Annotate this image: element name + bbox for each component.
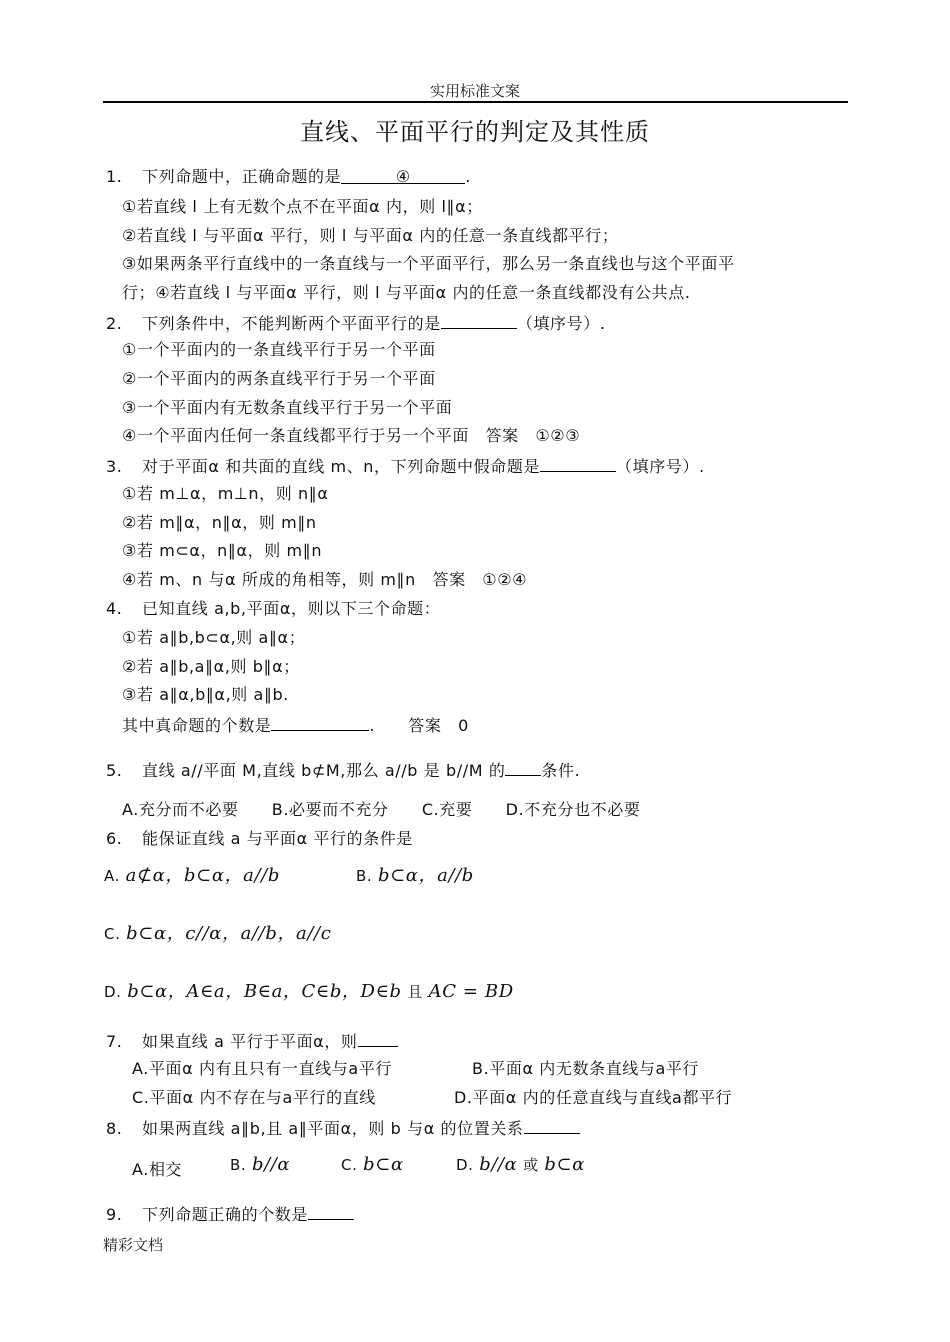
q7-option-c: C.平面α 内不存在与a平行的直线: [132, 1088, 376, 1107]
q2-line-4: ④一个平面内任何一条直线都平行于另一个平面 答案 ①②③: [122, 426, 581, 445]
q4-stem: [106, 599, 440, 619]
q6-a-math: a⊄α，b⊂α，a//b: [125, 865, 280, 886]
q8-option-c: [341, 1155, 404, 1175]
q2-answer-blank: [441, 312, 517, 329]
q9-answer-blank: [308, 1203, 354, 1220]
q8-b-math: b//α: [251, 1154, 291, 1175]
page-header: 实用标准文案: [429, 82, 520, 100]
q4-text: 已知直线 a,b,平面α，则以下三个命题：: [142, 599, 441, 618]
q5-tail: 条件.: [541, 761, 581, 780]
q9-text: 下列命题正确的个数是: [142, 1205, 309, 1224]
q6-c-math: b⊂α，c//α，a//b，a//c: [126, 923, 332, 944]
q7-option-b: B.平面α 内无数条直线与a平行: [472, 1059, 700, 1078]
q8-option-b: [230, 1155, 290, 1175]
q6-a-label: A.: [104, 867, 120, 885]
q3-line-2: ②若 m∥α，n∥α，则 m∥n: [122, 513, 317, 532]
q6-option-c: [104, 924, 331, 944]
q3-line-4: ④若 m、n 与α 所成的角相等，则 m∥n 答案 ①②④: [122, 570, 528, 589]
q4-count-text: 其中真命题的个数是: [122, 716, 272, 735]
q4-line-1: ①若 a∥b,b⊂α,则 a∥α；: [122, 628, 306, 647]
q8-d-math: b//α: [479, 1154, 518, 1175]
q2-text: 下列条件中，不能判断两个平面平行的是: [142, 314, 441, 333]
q9-number: 9.: [106, 1205, 123, 1224]
q3-stem: [106, 455, 705, 477]
q8-option-a: A.相交: [132, 1160, 183, 1179]
q6-b-label: B.: [356, 867, 373, 885]
q8-text: 如果两直线 a∥b,且 a∥平面α，则 b 与α 的位置关系: [142, 1119, 524, 1138]
q4-answer: . 答案 0: [369, 716, 469, 735]
q2-line-1: ①一个平面内的一条直线平行于另一个平面: [122, 340, 436, 359]
header-rule: [103, 101, 848, 103]
q8-c-label: C.: [341, 1156, 358, 1174]
q8-d-math-2: b⊂α: [544, 1154, 585, 1175]
q1-number: 1.: [106, 167, 123, 186]
q4-answer-blank: [271, 714, 369, 731]
q8-answer-blank: [524, 1117, 580, 1134]
q8-option-d: [456, 1155, 585, 1175]
q6-b-math: b⊂α，a//b: [377, 865, 474, 886]
page-footer: 精彩文档: [103, 1236, 164, 1254]
q4-line-3: ③若 a∥α,b∥α,则 a∥b.: [122, 685, 289, 704]
q8-d-or: 或: [523, 1156, 539, 1174]
q8-d-label: D.: [456, 1156, 474, 1174]
q6-number: 6.: [106, 829, 123, 848]
document-title: 直线、平面平行的判定及其性质: [300, 118, 650, 146]
q1-text: 下列命题中，正确命题的是: [142, 167, 342, 186]
q6-stem: [106, 829, 413, 849]
q1-line-2: ②若直线 l 与平面α 平行，则 l 与平面α 内的任意一条直线都平行；: [122, 226, 619, 245]
q1-line-3: ③如果两条平行直线中的一条直线与一个平面平行，那么另一条直线也与这个平面平: [122, 254, 735, 273]
q6-c-label: C.: [104, 925, 121, 943]
q1-answer-blank: [341, 167, 465, 184]
q7-text: 如果直线 a 平行于平面α，则: [142, 1032, 358, 1051]
q1-answer: ④: [395, 167, 411, 186]
q4-line-4: [122, 714, 469, 736]
q7-option-d: D.平面α 内的任意直线与直线a都平行: [454, 1088, 733, 1107]
q3-line-1: ①若 m⊥α，m⊥n，则 n∥α: [122, 484, 329, 503]
q9-stem: [106, 1203, 354, 1225]
q2-line-2: ②一个平面内的两条直线平行于另一个平面: [122, 369, 436, 388]
q8-stem: [106, 1117, 580, 1139]
q8-b-label: B.: [230, 1156, 247, 1174]
q6-d-label: D.: [104, 983, 122, 1001]
q3-tail: （填序号）.: [616, 457, 705, 476]
q8-number: 8.: [106, 1119, 123, 1138]
q3-answer-blank: [540, 455, 616, 472]
q2-line-3: ③一个平面内有无数条直线平行于另一个平面: [122, 398, 453, 417]
q5-stem: [106, 759, 580, 781]
q6-d-math-2: AC = BD: [428, 981, 514, 1002]
q1-stem: [106, 167, 471, 187]
q6-option-d: [104, 982, 514, 1002]
q5-answer-blank: [505, 759, 541, 776]
q3-text: 对于平面α 和共面的直线 m、n，下列命题中假命题是: [142, 457, 541, 476]
q5-options: A.充分而不必要 B.必要而不充分 C.充要 D.不充分也不必要: [122, 800, 641, 819]
q8-c-math: b⊂α: [363, 1154, 404, 1175]
q1-line-4: 行；④若直线 l 与平面α 平行，则 l 与平面α 内的任意一条直线都没有公共点.: [122, 283, 691, 302]
q6-option-a: [104, 866, 280, 886]
q1-line-1: ①若直线 l 上有无数个点不在平面α 内，则 l∥α；: [122, 197, 483, 216]
q4-number: 4.: [106, 599, 123, 618]
q6-d-math: b⊂α，A∈a，B∈a，C∈b，D∈b: [127, 981, 402, 1002]
q4-line-2: ②若 a∥b,a∥α,则 b∥α；: [122, 657, 300, 676]
q7-answer-blank: [358, 1030, 398, 1047]
q2-tail: （填序号）.: [516, 314, 606, 333]
q7-number: 7.: [106, 1032, 123, 1051]
q6-option-b: [356, 866, 474, 886]
q7-stem: [106, 1030, 398, 1052]
q3-number: 3.: [106, 457, 123, 476]
q6-text: 能保证直线 a 与平面α 平行的条件是: [142, 829, 414, 848]
q2-number: 2.: [106, 314, 123, 333]
q5-text: 直线 a//平面 M,直线 b⊄M,那么 a//b 是 b//M 的: [142, 761, 506, 780]
q7-option-a: A.平面α 内有且只有一直线与a平行: [132, 1059, 392, 1078]
q5-number: 5.: [106, 761, 123, 780]
q2-stem: [106, 312, 606, 334]
q1-end: .: [465, 167, 471, 186]
q6-d-and: 且: [407, 983, 423, 1001]
q3-line-3: ③若 m⊂α，n∥α，则 m∥n: [122, 541, 323, 560]
